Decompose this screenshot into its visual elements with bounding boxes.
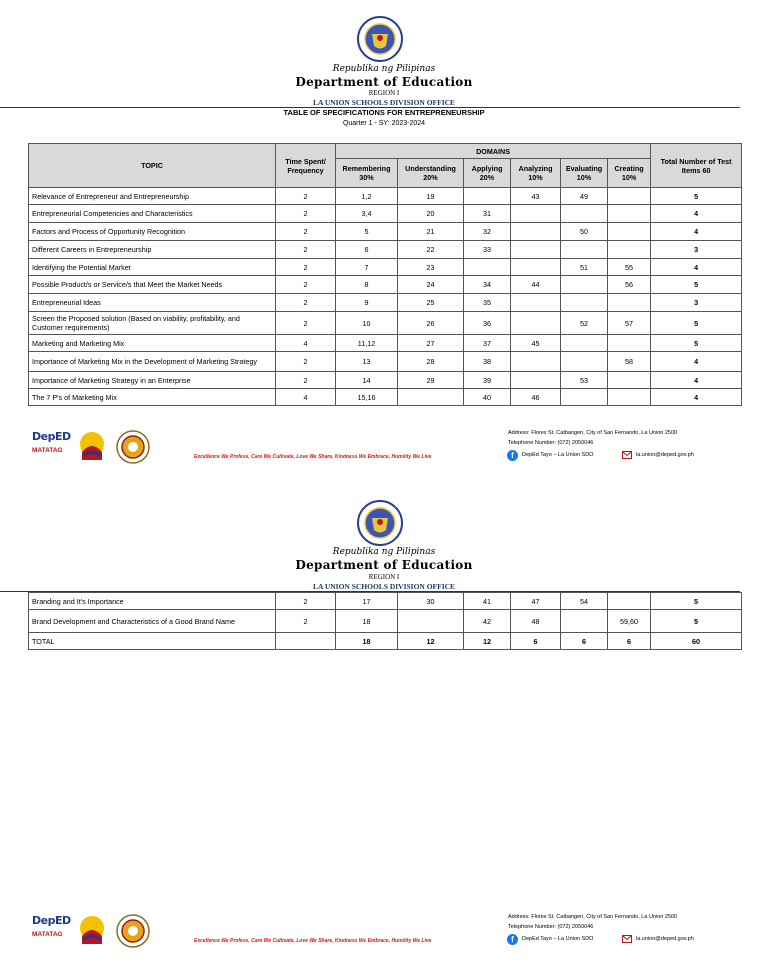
applying-cell: 37 bbox=[464, 335, 511, 352]
understanding-cell: 24 bbox=[398, 276, 464, 294]
understanding-cell: 19 bbox=[398, 188, 464, 205]
applying-cell: 35 bbox=[464, 294, 511, 312]
total-items-cell: 4 bbox=[651, 352, 742, 372]
page-2-footer bbox=[0, 914, 768, 954]
evaluating-cell bbox=[561, 205, 608, 223]
total-items-cell: 4 bbox=[651, 223, 742, 241]
understanding-cell bbox=[398, 610, 464, 633]
remembering-cell: 3,4 bbox=[336, 205, 398, 223]
understanding-cell: 22 bbox=[398, 241, 464, 259]
topic-cell: Screen the Proposed solution (Based on viability, profitability, and Customer requirements) bbox=[29, 312, 276, 335]
time-spent-cell: 2 bbox=[276, 294, 336, 312]
specifications-table-continued bbox=[28, 592, 742, 650]
analyzing-cell bbox=[511, 259, 561, 276]
applying-cell: 38 bbox=[464, 352, 511, 372]
motto-text: Excellence We Profess, Care We Cultivate, Love We Share, Kindness We Embrace, Humility We Live bbox=[194, 938, 432, 944]
mail-icon bbox=[622, 451, 632, 459]
table-row bbox=[29, 241, 742, 259]
domain-evaluating-header: Evaluating 10% bbox=[561, 159, 608, 188]
topic-cell: Identifying the Potential Market bbox=[29, 259, 276, 276]
time-spent-cell: 4 bbox=[276, 335, 336, 352]
evaluating-cell: 49 bbox=[561, 188, 608, 205]
document-title: TABLE OF SPECIFICATIONS FOR ENTREPRENEURSHIP bbox=[283, 108, 485, 117]
remembering-cell: 14 bbox=[336, 372, 398, 389]
remembering-cell: 9 bbox=[336, 294, 398, 312]
evaluating-cell: 50 bbox=[561, 223, 608, 241]
evaluating-cell bbox=[561, 241, 608, 259]
analyzing-cell: 46 bbox=[511, 389, 561, 406]
evaluating-cell bbox=[561, 389, 608, 406]
matatag-logo: MATATAG bbox=[32, 931, 63, 938]
analyzing-cell: 48 bbox=[511, 610, 561, 633]
analyzing-cell bbox=[511, 223, 561, 241]
topic-cell: Branding and It's Importance bbox=[29, 593, 276, 610]
creating-cell bbox=[608, 241, 651, 259]
facebook-icon: f bbox=[507, 450, 518, 461]
understanding-cell: 25 bbox=[398, 294, 464, 312]
applying-cell: 34 bbox=[464, 276, 511, 294]
page-1-footer bbox=[0, 430, 768, 470]
applying-cell: 42 bbox=[464, 610, 511, 633]
address-text: Address: Flores St. Catbangen, City of San Fernando, La Union 2500 bbox=[508, 430, 678, 436]
applying-cell: 31 bbox=[464, 205, 511, 223]
remembering-cell: 6 bbox=[336, 241, 398, 259]
address-text: Address: Flores St. Catbangen, City of San Fernando, La Union 2500 bbox=[508, 914, 678, 920]
domain-creating-header: Creating 10% bbox=[608, 159, 651, 188]
remembering-cell: 1,2 bbox=[336, 188, 398, 205]
domain-understanding-header: Understanding 20% bbox=[398, 159, 464, 188]
total-items-cell: 5 bbox=[651, 593, 742, 610]
remembering-cell: 11,12 bbox=[336, 335, 398, 352]
evaluating-cell: 53 bbox=[561, 372, 608, 389]
table-row bbox=[29, 205, 742, 223]
time-spent-cell: 2 bbox=[276, 610, 336, 633]
sdo-seal-icon bbox=[116, 914, 150, 948]
creating-cell bbox=[608, 188, 651, 205]
understanding-cell: 29 bbox=[398, 372, 464, 389]
region-label: REGION I bbox=[368, 89, 400, 97]
creating-cell: 55 bbox=[608, 259, 651, 276]
applying-cell: 12 bbox=[464, 633, 511, 650]
analyzing-cell bbox=[511, 294, 561, 312]
creating-cell bbox=[608, 593, 651, 610]
table-row bbox=[29, 610, 742, 633]
evaluating-cell bbox=[561, 610, 608, 633]
analyzing-cell bbox=[511, 312, 561, 335]
understanding-cell: 12 bbox=[398, 633, 464, 650]
understanding-cell: 20 bbox=[398, 205, 464, 223]
total-items-cell: 5 bbox=[651, 335, 742, 352]
domain-analyzing-header: Analyzing 10% bbox=[511, 159, 561, 188]
total-items-cell: 3 bbox=[651, 241, 742, 259]
evaluating-cell bbox=[561, 276, 608, 294]
analyzing-cell: 6 bbox=[511, 633, 561, 650]
time-spent-cell: 2 bbox=[276, 276, 336, 294]
evaluating-cell bbox=[561, 335, 608, 352]
deped-logo: DepED bbox=[32, 914, 71, 927]
email-link[interactable]: la.union@deped.gov.ph bbox=[636, 452, 694, 458]
time-spent-cell: 2 bbox=[276, 188, 336, 205]
deped-logo: DepED bbox=[32, 430, 71, 443]
topic-cell: Importance of Marketing Mix in the Development of Marketing Strategy bbox=[29, 352, 276, 372]
topic-cell: TOTAL bbox=[29, 633, 276, 650]
creating-cell: 59,60 bbox=[608, 610, 651, 633]
understanding-cell bbox=[398, 389, 464, 406]
remembering-cell: 13 bbox=[336, 352, 398, 372]
total-items-cell: 5 bbox=[651, 610, 742, 633]
topic-cell: The 7 P's of Marketing Mix bbox=[29, 389, 276, 406]
total-items-cell: 4 bbox=[651, 205, 742, 223]
evaluating-cell bbox=[561, 294, 608, 312]
topic-cell: Factors and Process of Opportunity Recognition bbox=[29, 223, 276, 241]
analyzing-cell: 45 bbox=[511, 335, 561, 352]
creating-cell bbox=[608, 372, 651, 389]
republic-label: Republika ng Pilipinas bbox=[332, 547, 436, 557]
creating-cell bbox=[608, 335, 651, 352]
applying-cell bbox=[464, 259, 511, 276]
analyzing-cell bbox=[511, 352, 561, 372]
time-header: Time Spent/ Frequency bbox=[276, 144, 336, 188]
domain-applying-header: Applying 20% bbox=[464, 159, 511, 188]
analyzing-cell: 47 bbox=[511, 593, 561, 610]
table-row bbox=[29, 593, 742, 610]
division-label: LA UNION SCHOOLS DIVISION OFFICE bbox=[312, 582, 456, 591]
creating-cell bbox=[608, 223, 651, 241]
time-spent-cell: 2 bbox=[276, 241, 336, 259]
topic-cell: Different Careers in Entrepreneurship bbox=[29, 241, 276, 259]
applying-cell: 39 bbox=[464, 372, 511, 389]
facebook-link[interactable]: DepEd Tayo – La Union SDO bbox=[522, 452, 594, 458]
table-row bbox=[29, 188, 742, 205]
facebook-link[interactable]: DepEd Tayo – La Union SDO bbox=[522, 936, 594, 942]
remembering-cell: 7 bbox=[336, 259, 398, 276]
mail-icon bbox=[622, 935, 632, 943]
remembering-cell: 8 bbox=[336, 276, 398, 294]
table-row bbox=[29, 259, 742, 276]
evaluating-cell: 6 bbox=[561, 633, 608, 650]
evaluating-cell: 54 bbox=[561, 593, 608, 610]
topic-cell: Entrepreneurial Ideas bbox=[29, 294, 276, 312]
department-label: Department of Education bbox=[295, 558, 473, 572]
topic-cell: Brand Development and Characteristics of a Good Brand Name bbox=[29, 610, 276, 633]
applying-cell: 36 bbox=[464, 312, 511, 335]
domain-remembering-header: Remembering 30% bbox=[336, 159, 398, 188]
republic-label: Republika ng Pilipinas bbox=[332, 64, 436, 74]
table-row bbox=[29, 276, 742, 294]
table-row bbox=[29, 294, 742, 312]
email-link[interactable]: la.union@deped.gov.ph bbox=[636, 936, 694, 942]
analyzing-cell bbox=[511, 241, 561, 259]
topic-cell: Entrepreneurial Competencies and Characteristics bbox=[29, 205, 276, 223]
total-items-cell: 5 bbox=[651, 276, 742, 294]
department-label: Department of Education bbox=[295, 75, 473, 89]
creating-cell: 6 bbox=[608, 633, 651, 650]
topic-cell: Possible Product/s or Service/s that Meet the Market Needs bbox=[29, 276, 276, 294]
specifications-table bbox=[28, 143, 742, 406]
total-items-cell: 4 bbox=[651, 372, 742, 389]
topic-header: TOPIC bbox=[29, 144, 276, 188]
document-subtitle: Quarter 1 - SY: 2023-2024 bbox=[342, 120, 426, 127]
applying-cell: 33 bbox=[464, 241, 511, 259]
time-spent-cell: 2 bbox=[276, 259, 336, 276]
understanding-cell: 23 bbox=[398, 259, 464, 276]
total-items-cell: 5 bbox=[651, 312, 742, 335]
understanding-cell: 28 bbox=[398, 352, 464, 372]
topic-cell: Marketing and Marketing Mix bbox=[29, 335, 276, 352]
understanding-cell: 27 bbox=[398, 335, 464, 352]
topic-cell: Relevance of Entrepreneur and Entrepreneurship bbox=[29, 188, 276, 205]
topic-cell: Importance of Marketing Strategy in an Enterprise bbox=[29, 372, 276, 389]
table-row bbox=[29, 335, 742, 352]
creating-cell: 58 bbox=[608, 352, 651, 372]
time-spent-cell: 2 bbox=[276, 372, 336, 389]
creating-cell: 56 bbox=[608, 276, 651, 294]
analyzing-cell: 44 bbox=[511, 276, 561, 294]
time-spent-cell: 2 bbox=[276, 312, 336, 335]
total-items-cell: 4 bbox=[651, 259, 742, 276]
analyzing-cell bbox=[511, 205, 561, 223]
time-spent-cell: 2 bbox=[276, 223, 336, 241]
applying-cell: 40 bbox=[464, 389, 511, 406]
table-row bbox=[29, 389, 742, 406]
remembering-cell: 15,16 bbox=[336, 389, 398, 406]
time-spent-cell: 2 bbox=[276, 352, 336, 372]
analyzing-cell bbox=[511, 372, 561, 389]
total-items-cell: 60 bbox=[651, 633, 742, 650]
creating-cell bbox=[608, 389, 651, 406]
division-label: LA UNION SCHOOLS DIVISION OFFICE bbox=[312, 98, 456, 107]
motto-text: Excellence We Profess, Care We Cultivate, Love We Share, Kindness We Embrace, Humility We Live bbox=[194, 454, 432, 460]
bagong-pilipinas-icon bbox=[78, 430, 106, 464]
deped-seal-icon bbox=[357, 16, 403, 62]
evaluating-cell bbox=[561, 352, 608, 372]
evaluating-cell: 51 bbox=[561, 259, 608, 276]
time-spent-cell: 4 bbox=[276, 389, 336, 406]
table-row bbox=[29, 372, 742, 389]
applying-cell: 32 bbox=[464, 223, 511, 241]
facebook-icon: f bbox=[507, 934, 518, 945]
bagong-pilipinas-icon bbox=[78, 914, 106, 948]
creating-cell bbox=[608, 205, 651, 223]
sdo-seal-icon bbox=[116, 430, 150, 464]
domains-header: DOMAINS bbox=[336, 144, 651, 159]
time-spent-cell: 2 bbox=[276, 205, 336, 223]
telephone-text: Telephone Number: (072) 2050046 bbox=[508, 924, 594, 930]
applying-cell bbox=[464, 188, 511, 205]
total-items-cell: 3 bbox=[651, 294, 742, 312]
region-label: REGION I bbox=[368, 573, 400, 581]
remembering-cell: 17 bbox=[336, 593, 398, 610]
time-spent-cell bbox=[276, 633, 336, 650]
table-row bbox=[29, 633, 742, 650]
analyzing-cell: 43 bbox=[511, 188, 561, 205]
table-row bbox=[29, 223, 742, 241]
deped-seal-icon bbox=[357, 500, 403, 546]
creating-cell: 57 bbox=[608, 312, 651, 335]
evaluating-cell: 52 bbox=[561, 312, 608, 335]
remembering-cell: 18 bbox=[336, 633, 398, 650]
understanding-cell: 21 bbox=[398, 223, 464, 241]
total-items-cell: 4 bbox=[651, 389, 742, 406]
total-items-cell: 5 bbox=[651, 188, 742, 205]
table-row bbox=[29, 352, 742, 372]
total-header: Total Number of Test Items 60 bbox=[651, 144, 742, 188]
time-spent-cell: 2 bbox=[276, 593, 336, 610]
applying-cell: 41 bbox=[464, 593, 511, 610]
telephone-text: Telephone Number: (072) 2050046 bbox=[508, 440, 594, 446]
creating-cell bbox=[608, 294, 651, 312]
understanding-cell: 26 bbox=[398, 312, 464, 335]
remembering-cell: 10 bbox=[336, 312, 398, 335]
remembering-cell: 18 bbox=[336, 610, 398, 633]
understanding-cell: 30 bbox=[398, 593, 464, 610]
remembering-cell: 5 bbox=[336, 223, 398, 241]
matatag-logo: MATATAG bbox=[32, 447, 63, 454]
table-row bbox=[29, 312, 742, 335]
